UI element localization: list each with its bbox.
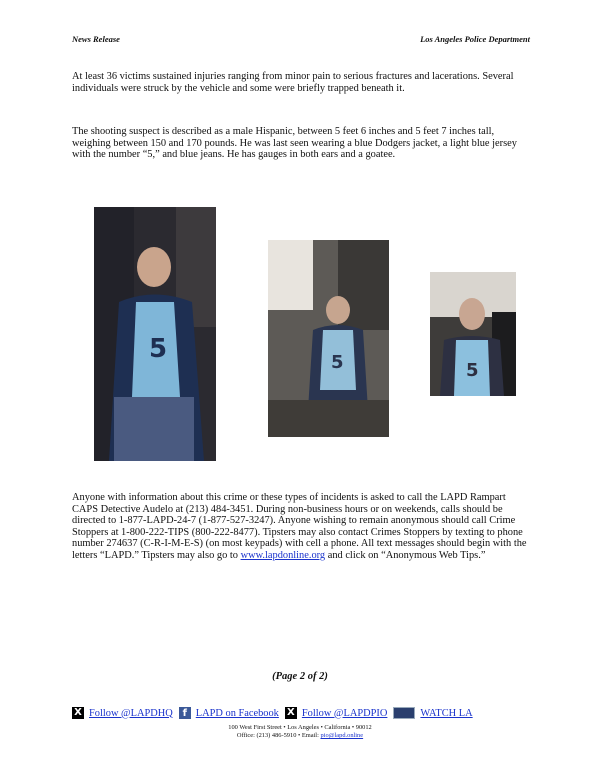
contact-text: Anyone with information about this crime or these types of incidents is asked to call the LAPD Rampart CAPS Detective Audelo at (213) 484-3451. During non-business hours or on weekends, calls should be directed to 1-877-LAPD-24-7 (1-877-527-3247). Anyone wishing to remain anonymous should call Crime Stoppers at 1-800-222-TIPS (800-222-8477). Tipsters may also contact Crimes Stoppers by texting to phone number 274637 (C-R-I-M-E-S) (on most keypads) with cell a phone. All text messages should begin with the letters “LAPD.” Tipsters may also go to <box>72 492 527 561</box>
social-links-bar <box>72 706 473 720</box>
suspect-photo-1 <box>94 207 216 461</box>
follow-lapdpio-link[interactable]: Follow @LAPDPIO <box>301 707 388 719</box>
header-news-release: News Release <box>72 34 120 44</box>
footer-contact <box>0 732 600 740</box>
lapdonline-link[interactable]: www.lapdonline.org <box>240 549 326 561</box>
svg-text:5: 5 <box>466 360 479 381</box>
x-icon: X <box>72 707 84 719</box>
suspect-photo-2 <box>268 240 389 437</box>
svg-text:5: 5 <box>149 334 168 364</box>
watch-la-link[interactable]: WATCH LA <box>420 707 473 719</box>
email-link[interactable]: pio@lapd.online <box>320 732 364 739</box>
office-phone: Office: (213) 486-5910 • Email: <box>236 732 321 739</box>
svg-text:5: 5 <box>331 352 344 373</box>
header-department: Los Angeles Police Department <box>420 34 530 44</box>
watch-la-icon <box>393 707 415 719</box>
contact-paragraph <box>72 492 528 562</box>
contact-text-end: and click on “Anonymous Web Tips.” <box>325 549 486 561</box>
lapd-facebook-link[interactable]: LAPD on Facebook <box>195 707 279 719</box>
injuries-paragraph: At least 36 victims sustained injuries ranging from minor pain to serious fractures and lacerations. Several individuals were struck by the vehicle and some were briefly trapped beneath it. <box>72 71 514 94</box>
follow-lapdhq-link[interactable]: Follow @LAPDHQ <box>89 707 173 719</box>
suspect-photo-3 <box>430 272 516 396</box>
footer-address: 100 West First Street • Los Angeles • California • 90012 <box>228 724 372 731</box>
page-number: (Page 2 of 2) <box>272 671 328 682</box>
suspect-description-paragraph: The shooting suspect is described as a male Hispanic, between 5 feet 6 inches and 5 feet 7 inches tall, weighing between 150 and 170 pounds. He was last seen wearing a blue Dodgers jacket, a light blue jersey with the number “5,” and blue jeans. He has gauges in both ears and a goatee. <box>72 126 517 161</box>
facebook-icon: f <box>179 707 191 719</box>
x-icon: X <box>285 707 297 719</box>
